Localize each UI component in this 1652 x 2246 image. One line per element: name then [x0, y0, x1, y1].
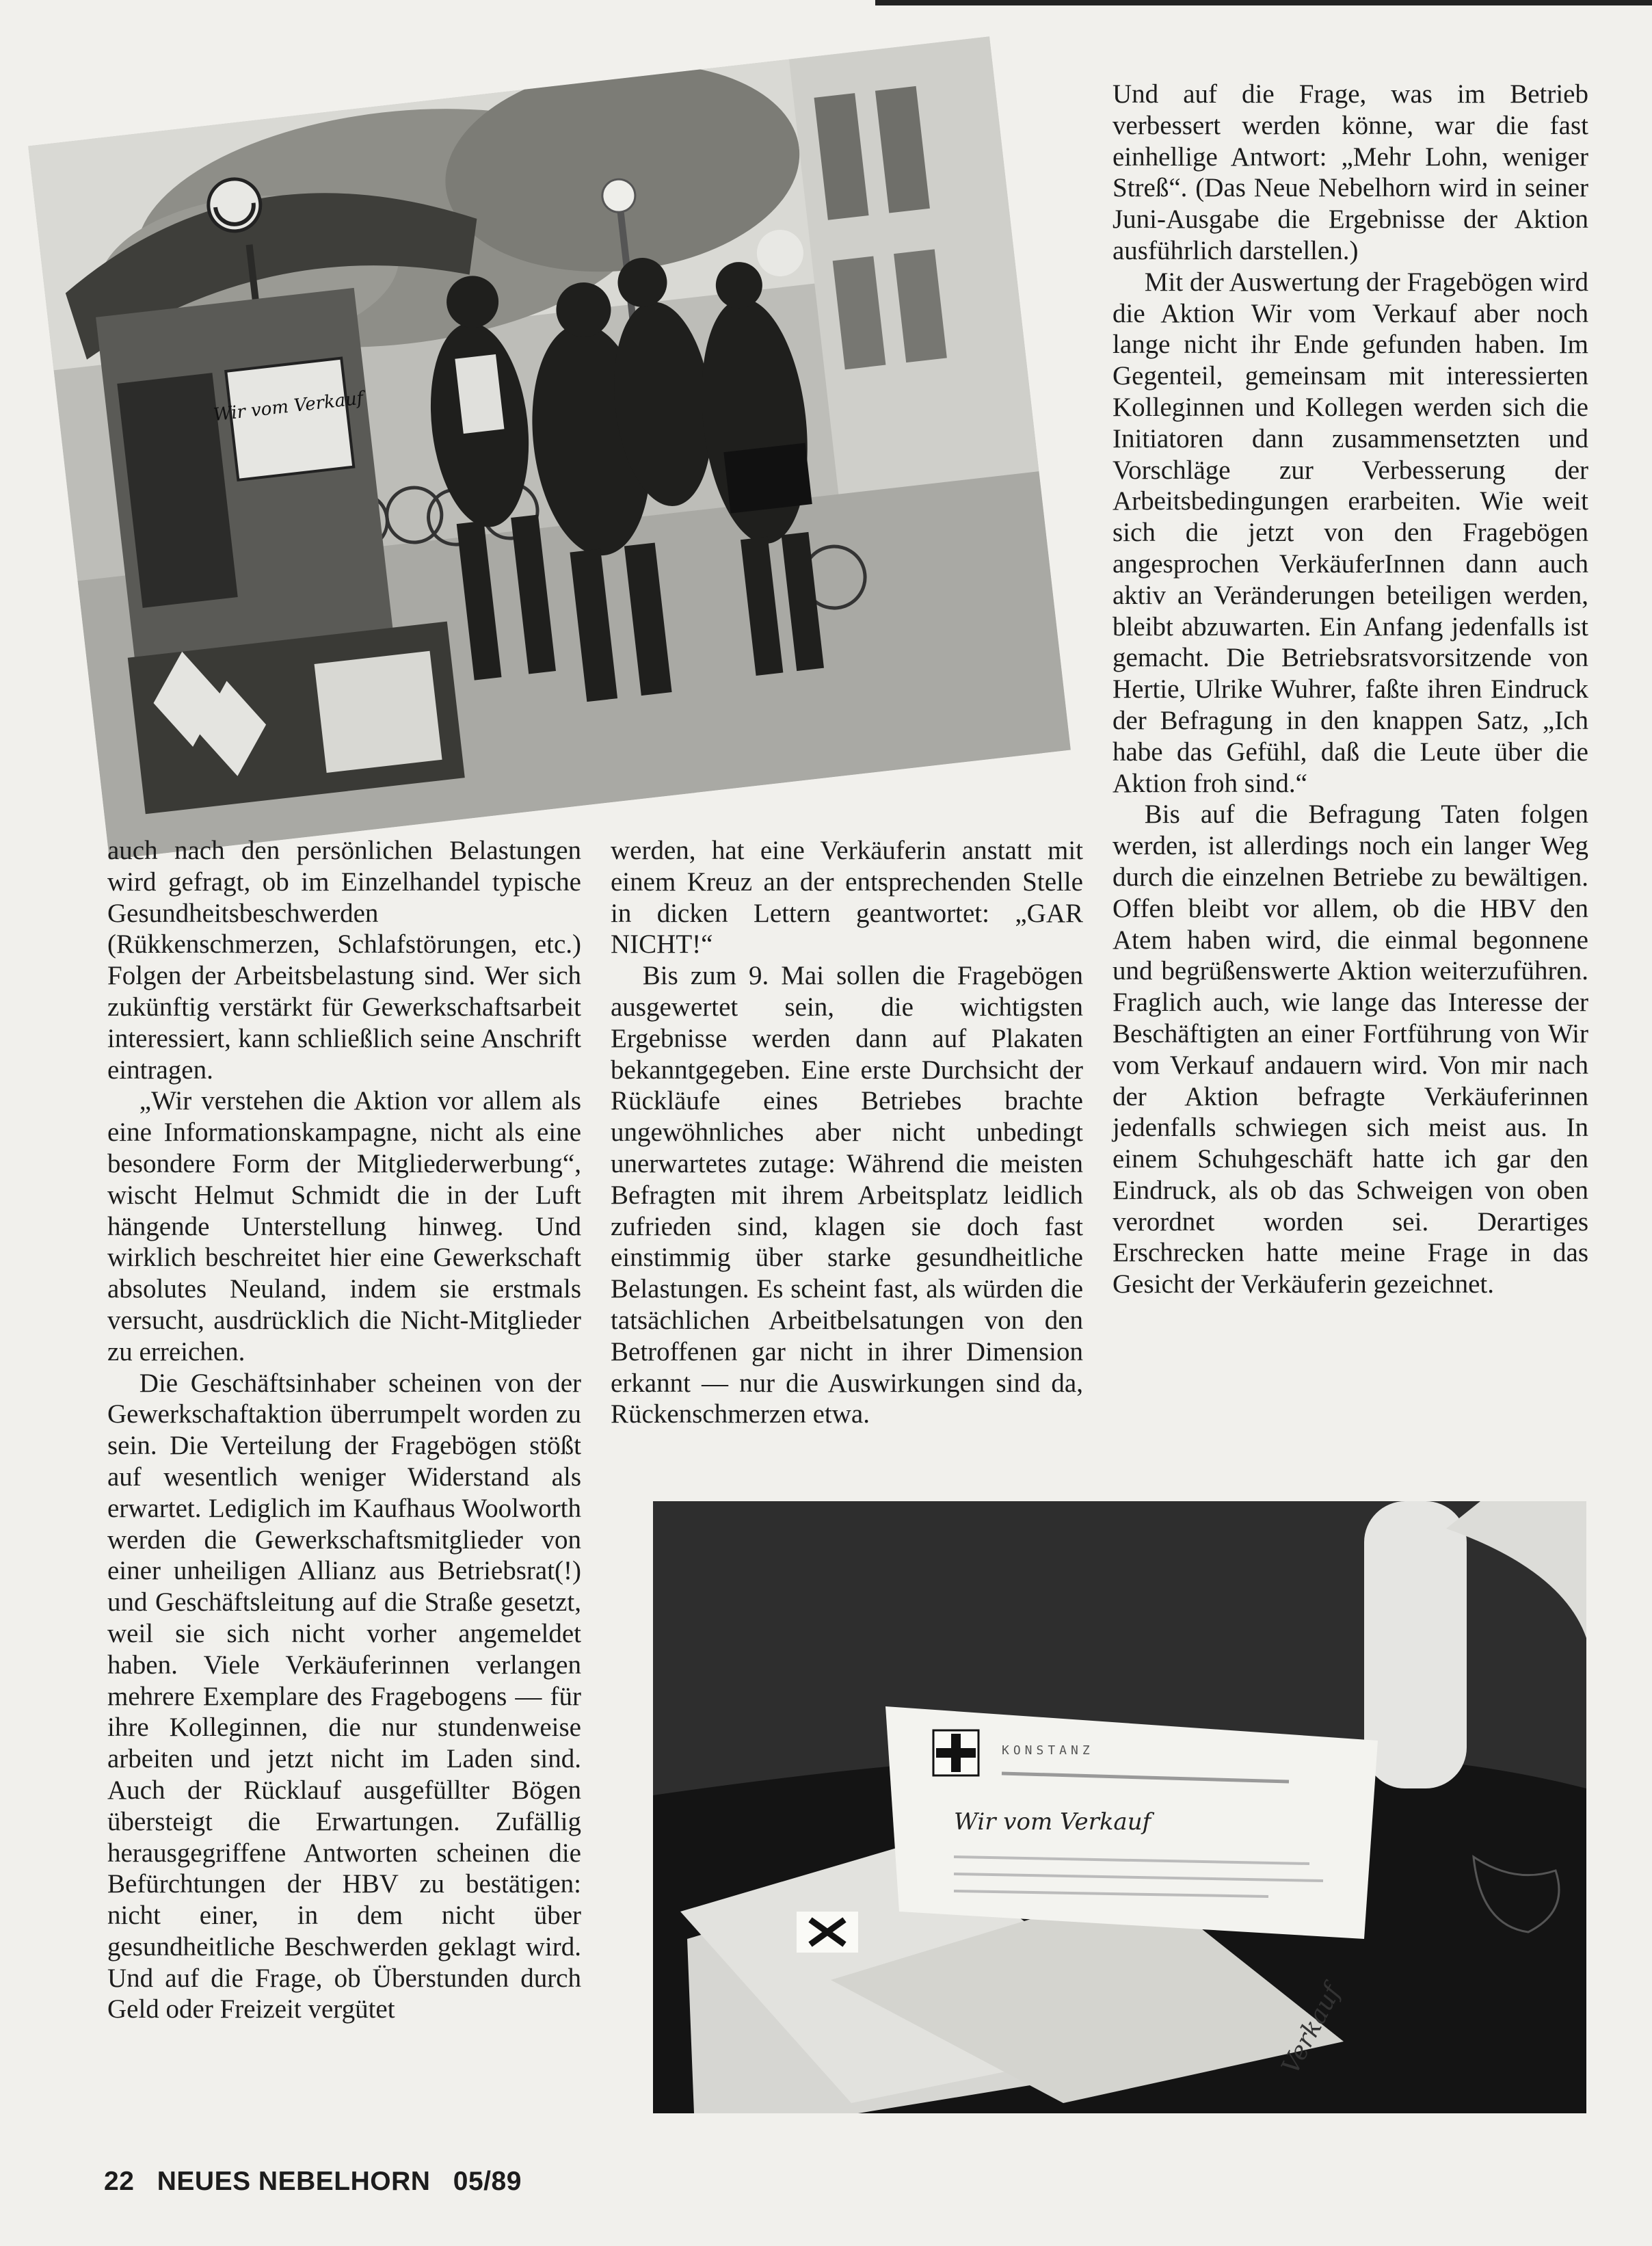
page-footer: [104, 2167, 537, 2197]
paragraph: Mit der Auswertung der Fragebögen wird die Aktion Wir vom Verkauf aber noch lange nicht ihr Ende gefunden haben. Im Gegenteil, gemeinsam mit interessierten Kolleginnen und Kollegen werden sich die Initiatoren dann zusammensetzten und Vorschläge zur Verbesserung der Arbeitsbedingungen erarbeiten. Wie weit sich die jetzt von den Fragebögen angesprochen VerkäuferInnen dann auch aktiv an Veränderungen beteiligen werden, bleibt abzuwarten. Ein Anfang jedenfalls ist gemacht. Die Betriebsratsvorsitzende von Hertie, Ulrike Wuhrer, faßte ihren Eindruck der Befragung in den knappen Satz, „Ich habe das Gefühl, daß die Leute über die Aktion froh sind.“: [1113, 267, 1588, 798]
street-stand-photo: [28, 36, 1071, 859]
paragraph: „Wir verstehen die Aktion vor allem als eine Informationskampagne, nicht als eine besondere Form der Mitgliederwerbung“, wischt Helmut Schmidt die in der Luft hängende Unterstellung hinweg. Und wirklich beschreitet hier eine Gewerkschaft absolutes Neuland, indem sie erstmals versucht, ausdrücklich die Nicht-Mitglieder zu erreichen.: [107, 1086, 581, 1366]
paragraph: Die Geschäftsinhaber scheinen von der Gewerkschaftaktion überrumpelt worden zu sein. Die Verteilung der Fragebögen stößt auf wesentlich weniger Widerstand als erwartet. Lediglich im Kaufhaus Woolworth werden die Gewerkschaftsmitglieder von einer unheiligen Allianz aus Betriebsrat(!) und Geschäftsleitung auf die Straße gesetzt, weil sie sich nicht vorher angemeldet haben. Viele Verkäuferinnen verlangen mehrere Exemplare des Fragebogens — für ihre Kolleginnen, die nur stundenweise arbeiten und jetzt nicht im Laden sind. Auch der Rücklauf ausgefüllter Bögen übersteigt die Erwartungen. Zufällig herausgegriffene Antworten scheinen die Befürchtungen der HBV zu bestätigen: nicht einer, in dem nicht über gesundheitliche Beschwerden geklagt wird. Und auf die Frage, ob Überstunden durch Geld oder Freizeit vergütet: [107, 1368, 581, 2024]
article-column-3: [1113, 79, 1588, 1300]
paragraph: werden, hat eine Verkäuferin anstatt mit einem Kreuz an der entsprechenden Stelle in dicken Lettern geantwortet: „GAR NICHT!“: [611, 836, 1083, 960]
questionnaire-title: Wir vom Verkauf: [954, 1808, 1151, 1836]
paragraph: Bis auf die Befragung Taten folgen werden, ist allerdings noch ein langer Weg durch die einzelnen Betriebe zu bewältigen. Offen bleibt vor allem, ob die HBV den Atem haben wird, die einmal begonnene und begrüßenswerte Aktion weiterzuführen. Fraglich auch, wie lange das Interesse der Beschäftigten an einer Fortführung von Wir vom Verkauf andauern wird. Von mir nach der Aktion befragte Verkäuferinnen jedenfalls schwiegen sich meist aus. In einem Schuhgeschäft hatte ich gar den Eindruck, als ob das Schweigen von oben verordnet worden sei. Derartiges Erschrecken hatte meine Frage in das Gesicht der Verkäuferin gezeichnet.: [1113, 800, 1588, 1299]
paragraph: auch nach den persönlichen Belastungen wird gefragt, ob im Einzelhandel typische Gesundheitsbeschwerden (Rükkenschmerzen, Schlafstörungen, etc.) Folgen der Arbeitsbelastung sind. Wer sich zukünftig verstärkt für Gewerkschaftsarbeit interessiert, kann schließlich seine Anschrift eintragen.: [107, 836, 581, 1085]
article-column-1: [107, 835, 581, 2025]
paragraph: Und auf die Frage, was im Betrieb verbessert werden könne, war die fast einhellige Antwort: „Mehr Lohn, weniger Streß“. (Das Neue Nebelhorn wird in seiner Juni-Ausgabe die Ergebnisse der Aktion ausführlich darstellen.): [1113, 79, 1588, 265]
top-edge-bar: [875, 0, 1652, 5]
page-number: 22: [104, 2167, 135, 2196]
questionnaire-photo: [653, 1501, 1586, 2113]
questionnaire-side-text: Verkauf: [1276, 1980, 1347, 2079]
issue-number: 05/89: [453, 2167, 522, 2196]
questionnaire-header: KONSTANZ: [1002, 1743, 1094, 1758]
paragraph: Bis zum 9. Mai sollen die Fragebögen ausgewertet sein, die wichtigsten Ergebnisse werden dann auf Plakaten bekanntgegeben. Eine erste Durchsicht der Rückläufe eines Betriebes brachte ungewöhnliches aber nicht unbedingt unerwartetes zutage: Während die meisten Befragten mit ihrem Arbeitsplatz leidlich zufrieden sind, klagen sie doch fast einstimmig über starke gesundheitliche Belastungen. Es scheint fast, als würden die tatsächlichen Arbeitbelsatungen von den Betroffenen gar nicht in ihrer Dimension erkannt — nur die Auswirkungen sind da, Rückenschmerzen etwa.: [611, 961, 1083, 1429]
stand-poster-text: Wir vom Verkauf: [212, 388, 364, 426]
article-column-2: [611, 835, 1083, 1430]
magazine-name: NEUES NEBELHORN: [157, 2167, 431, 2196]
